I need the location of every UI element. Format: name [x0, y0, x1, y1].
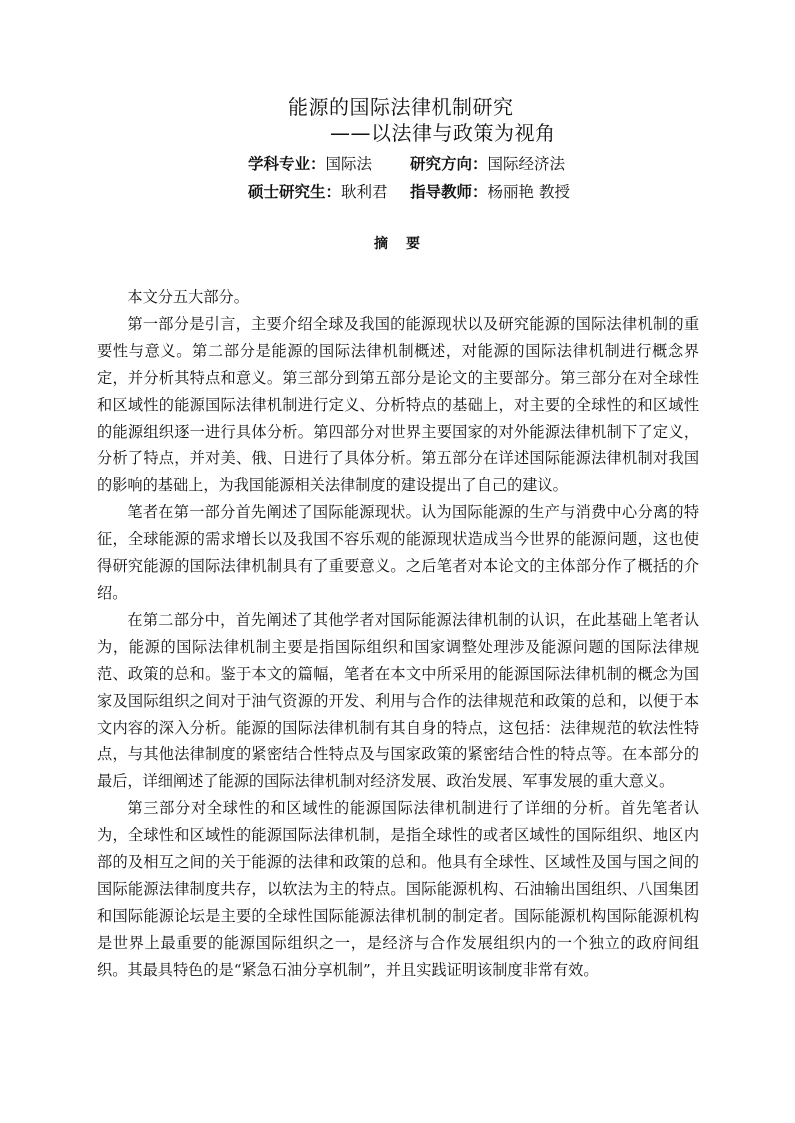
meta-student	[248, 181, 410, 203]
direction-value: 国际经济法	[487, 155, 566, 173]
direction-label: 研究方向：	[410, 155, 488, 173]
student-label: 硕士研究生：	[248, 183, 342, 201]
major-label: 学科专业：	[248, 155, 326, 173]
document-subtitle: ——以法律与政策为视角	[330, 121, 556, 145]
meta-direction	[410, 153, 565, 175]
meta-major	[248, 153, 410, 175]
meta-row-major-direction	[248, 153, 565, 175]
paragraph: 笔者在第一部分首先阐述了国际能源现状。认为国际能源的生产与消费中心分离的特征，全球能源的需求增长以及我国不容乐观的能源现状造成当今世界的能源问题，这也使得研究能源的国际法律机制具有了重要意义。之后笔者对本论文的主体部分作了概括的介绍。	[97, 503, 699, 602]
meta-row-student-advisor	[248, 181, 570, 203]
advisor-label: 指导教师：	[410, 183, 488, 201]
advisor-value: 杨丽艳 教授	[487, 183, 570, 201]
abstract-body	[97, 284, 699, 984]
meta-advisor	[410, 181, 570, 203]
paragraph: 第三部分对全球性的和区域性的能源国际法律机制进行了详细的分析。首先笔者认为，全球性和区域性的能源国际法律机制，是指全球性的或者区域性的国际组织、地区内部的及相互之间的关于能源的法律和政策的总和。他具有全球性、区域性及国与国之间的国际能源法律制度共存，以软法为主的特点。国际能源机构、石油输出国组织、八国集团和国际能源论坛是主要的全球性国际能源法律机制的制定者。国际能源机构国际能源机构是世界上最重要的能源国际组织之一，是经济与合作发展组织内的一个独立的政府间组织。其最具特色的是“紧急石油分享机制”，并且实践证明该制度非常有效。	[97, 799, 699, 979]
major-value: 国际法	[325, 155, 373, 173]
student-value: 耿利君	[341, 183, 388, 201]
paragraph: 第一部分是引言，主要介绍全球及我国的能源现状以及研究能源的国际法律机制的重要性与意义。第二部分是能源的国际法律机制概述，对能源的国际法律机制进行概念界定，并分析其特点和意义。第三部分到第五部分是论文的主要部分。第三部分在对全球性和区域性的能源国际法律机制进行定义、分析特点的基础上，对主要的全球性的和区域性的能源组织逐一进行具体分析。第四部分对世界主要国家的对外能源法律机制下了定义，分析了特点，并对美、俄、日进行了具体分析。第五部分在详述国际能源法律机制对我国的影响的基础上，为我国能源相关法律制度的建设提出了自己的建议。	[97, 314, 699, 495]
paragraph: 在第二部分中，首先阐述了其他学者对国际能源法律机制的认识，在此基础上笔者认为，能源的国际法律机制主要是指国际组织和国家调整处理涉及能源问题的国际法律规范、政策的总和。鉴于本文的篇幅，笔者在本文中所采用的能源国际法律机制的概念为国家及国际组织之间对于油气资源的开发、利用与合作的法律规范和政策的总和，以便于本文内容的深入分析。能源的国际法律机制有其自身的特点，这包括：法律规范的软法性特点，与其他法律制度的紧密结合性特点及与国家政策的紧密结合性的特点等。在本部分的最后，详细阐述了能源的国际法律机制对经济发展、政治发展、军事发展的重大意义。	[97, 610, 699, 791]
document-title: 能源的国际法律机制研究	[288, 95, 514, 119]
paragraph: 本文分五大部分。	[127, 288, 249, 306]
abstract-heading: 摘要	[374, 236, 438, 252]
